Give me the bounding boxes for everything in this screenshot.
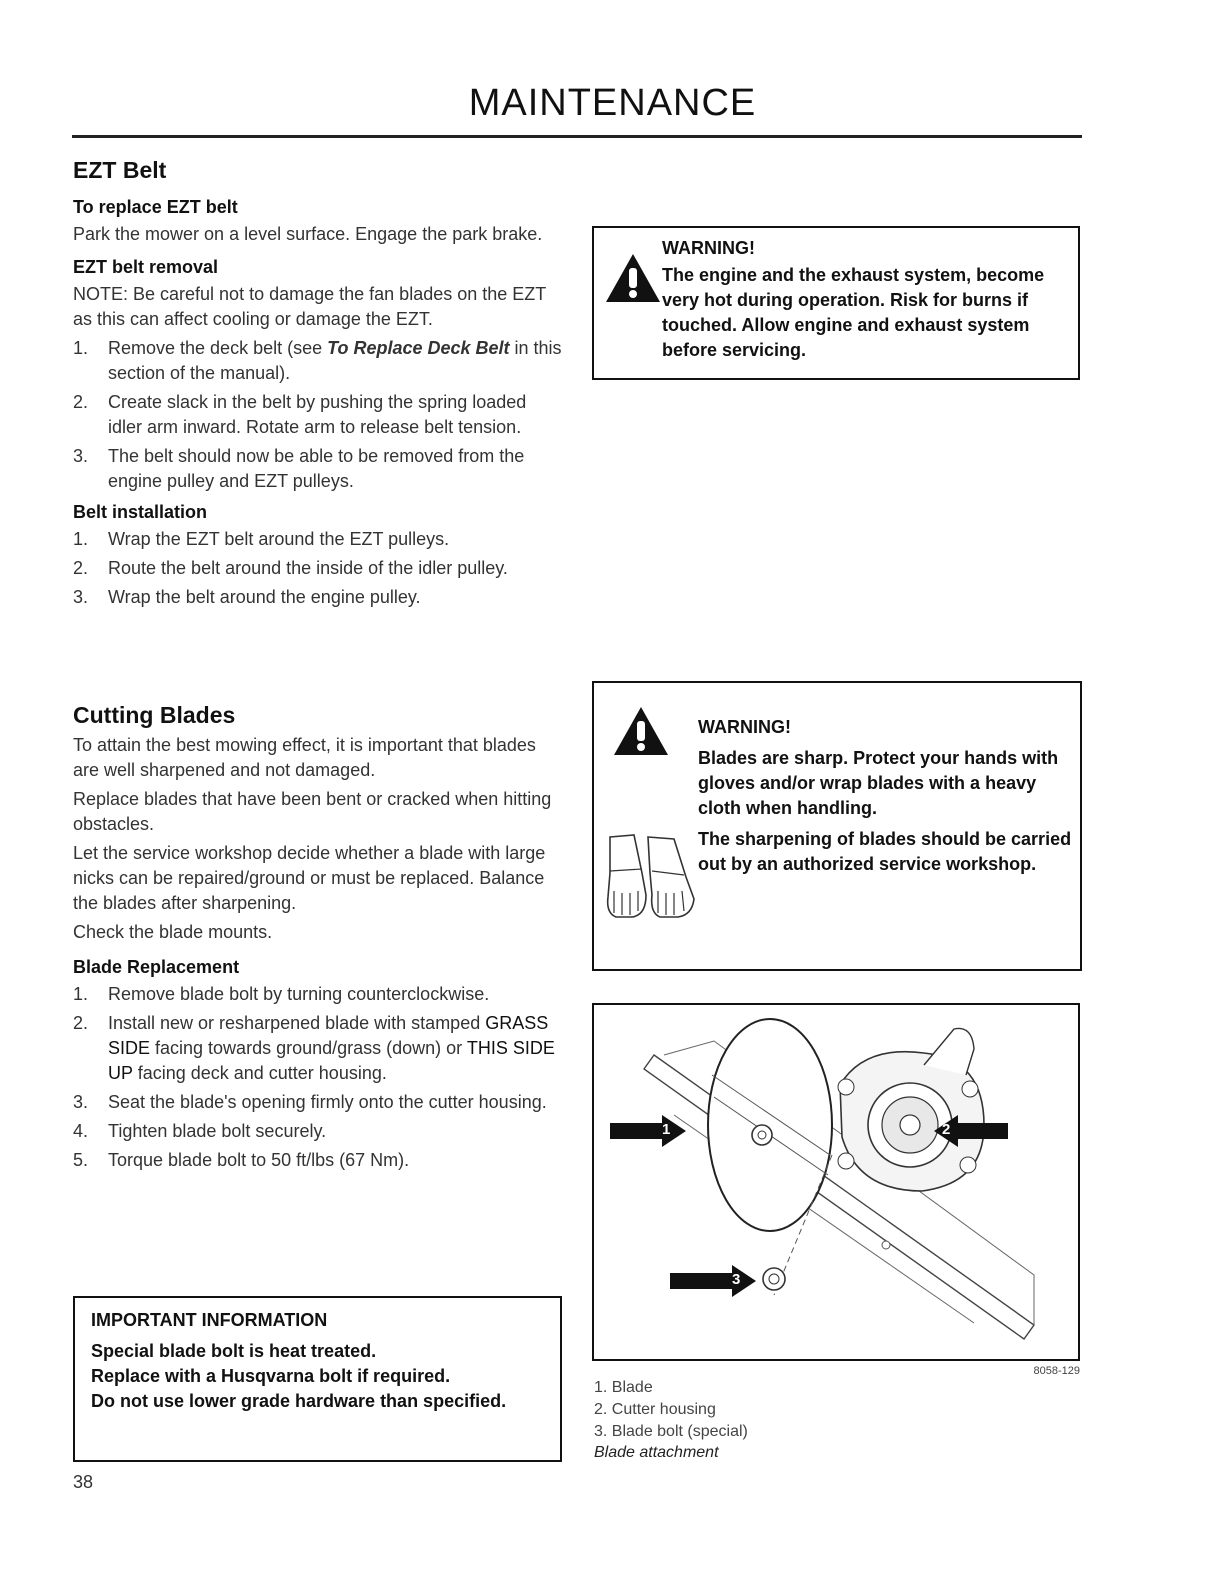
header-rule (72, 135, 1082, 138)
legend-item: 1. Blade (594, 1379, 653, 1396)
cutting-blades-section (73, 702, 563, 1177)
warning-triangle-icon (604, 252, 662, 304)
warning-text: Blades are sharp. Protect your hands with gloves and/or wrap blades with a heavy cloth when handling. (698, 748, 1059, 818)
ezt-removal-steps (73, 336, 563, 494)
belt-installation-heading: Belt installation (73, 502, 208, 522)
warning-triangle-icon (612, 705, 670, 757)
stamp-keyword: THIS SIDE UP (108, 1038, 555, 1083)
stamp-keyword: GRASS SIDE (108, 1013, 549, 1058)
warning-text: The sharpening of blades should be carried out by an authorized service workshop. (698, 829, 1072, 874)
blade-attachment-figure (592, 1003, 1080, 1361)
gloves-icon (602, 833, 698, 921)
list-item: 2. Create slack in the belt by pushing the spring loaded idler arm inward. Rotate arm to release belt tension. (73, 392, 527, 437)
blade-replacement-heading: Blade Replacement (73, 957, 240, 977)
list-item: 2. Install new or resharpened blade with stamped GRASS SIDE facing towards ground/grass (down) or THIS SIDE UP facing deck and cutter housing. (73, 1013, 555, 1083)
ezt-removal-note: NOTE: Be careful not to damage the fan blades on the EZT as this can affect cooling or damage the EZT. (73, 284, 546, 329)
replace-ezt-text: Park the mower on a level surface. Engage the park brake. (73, 224, 543, 244)
blades-paragraph: Check the blade mounts. (73, 922, 273, 942)
ezt-belt-section (73, 157, 563, 614)
list-item: 3. Wrap the belt around the engine pulley. (73, 587, 421, 607)
important-line: Do not use lower grade hardware than specified. (91, 1391, 507, 1411)
legend-item: 2. Cutter housing (594, 1401, 716, 1418)
ezt-belt-heading: EZT Belt (73, 157, 167, 183)
blades-paragraph: Let the service workshop decide whether a blade with large nicks can be repaired/ground or must be replaced. Balance the blades after sharpening. (73, 843, 546, 913)
list-item: 4. Tighten blade bolt securely. (73, 1121, 327, 1141)
list-item: 3. Seat the blade's opening firmly onto the cutter housing. (73, 1092, 547, 1112)
replace-ezt-heading: To replace EZT belt (73, 197, 238, 217)
page-title: MAINTENANCE (468, 82, 757, 124)
important-line: Replace with a Husqvarna bolt if required. (91, 1366, 451, 1386)
warning-title: WARNING! (698, 717, 791, 737)
page-number: 38 (73, 1472, 94, 1492)
list-item: 1. Remove the deck belt (see To Replace Deck Belt in this section of the manual). (73, 338, 562, 383)
important-information-box (73, 1296, 562, 1462)
cutting-blades-heading: Cutting Blades (73, 702, 236, 728)
warning-title: WARNING! (662, 238, 755, 258)
blades-paragraph: To attain the best mowing effect, it is important that blades are well sharpened and not damaged. (73, 735, 536, 780)
blades-paragraph: Replace blades that have been bent or cracked when hitting obstacles. (73, 789, 552, 834)
list-item: 5. Torque blade bolt to 50 ft/lbs (67 Nm). (73, 1150, 410, 1170)
ezt-removal-heading: EZT belt removal (73, 257, 219, 277)
callout-2: 2 (942, 1121, 951, 1138)
warning-text: The engine and the exhaust system, become very hot during operation. Risk for burns if touched. Allow engine and exhaust system before servicing. (662, 265, 1045, 360)
figure-code: 8058-129 (1033, 1365, 1080, 1377)
belt-installation-steps (73, 527, 563, 610)
list-item: 3. The belt should now be able to be removed from the engine pulley and EZT pulleys. (73, 446, 525, 491)
warning-box-hot-engine (592, 226, 1080, 380)
figure-caption: Blade attachment (594, 1444, 719, 1461)
cross-reference: To Replace Deck Belt (327, 338, 510, 358)
callout-1: 1 (662, 1121, 671, 1138)
blade-assembly-illustration (594, 1005, 1078, 1359)
list-item: 2. Route the belt around the inside of the idler pulley. (73, 558, 508, 578)
figure-legend (594, 1377, 1074, 1443)
important-title: IMPORTANT INFORMATION (91, 1310, 328, 1330)
blade-replacement-steps (73, 982, 563, 1173)
list-item: 1. Wrap the EZT belt around the EZT pulleys. (73, 529, 450, 549)
important-line: Special blade bolt is heat treated. (91, 1341, 377, 1361)
warning-box-sharp-blades (592, 681, 1082, 971)
legend-item: 3. Blade bolt (special) (594, 1423, 748, 1440)
list-item: 1. Remove blade bolt by turning counterclockwise. (73, 984, 490, 1004)
callout-3: 3 (732, 1271, 741, 1288)
